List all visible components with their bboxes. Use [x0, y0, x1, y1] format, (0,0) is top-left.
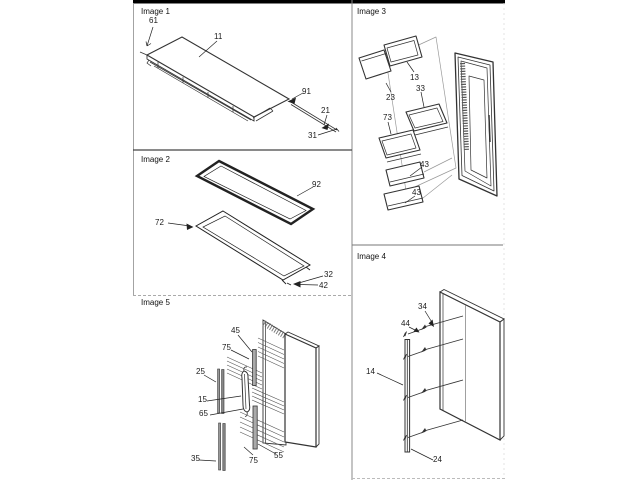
part-label-44: 44	[401, 319, 410, 328]
part-label-15: 15	[198, 395, 207, 404]
part-label-92: 92	[312, 180, 321, 189]
image3-door-bins-drawing	[359, 36, 497, 210]
part-label-75a: 75	[222, 343, 231, 352]
image4-door-handle-drawing	[404, 290, 505, 453]
part-label-72: 72	[155, 218, 164, 227]
part-label-73: 73	[383, 113, 392, 122]
panel-title-image-3: Image 3	[357, 7, 386, 16]
part-label-65: 65	[199, 409, 208, 418]
image1-shelf-drawing	[140, 37, 339, 132]
part-label-33: 33	[416, 84, 425, 93]
image2-gasket-drawing	[196, 161, 313, 285]
panel-title-image-4: Image 4	[357, 252, 386, 261]
part-label-45: 45	[231, 326, 240, 335]
part-label-43b: 43	[412, 188, 421, 197]
part-label-11: 11	[214, 32, 223, 41]
image5-door-trim-drawing	[218, 320, 319, 471]
part-label-34: 34	[418, 302, 427, 311]
part-label-32: 32	[324, 270, 333, 279]
part-label-23: 23	[386, 93, 395, 102]
part-label-24: 24	[433, 455, 442, 464]
panel-title-image-2: Image 2	[141, 155, 170, 164]
part-label-14: 14	[366, 367, 375, 376]
part-label-91: 91	[302, 87, 311, 96]
part-label-55: 55	[274, 451, 283, 460]
part-label-35: 35	[191, 454, 200, 463]
part-label-21: 21	[321, 106, 330, 115]
part-label-31: 31	[308, 131, 317, 140]
part-label-61: 61	[149, 16, 158, 25]
part-label-25: 25	[196, 367, 205, 376]
panel-title-image-5: Image 5	[141, 298, 170, 307]
part-label-43a: 43	[420, 160, 429, 169]
part-label-75b: 75	[249, 456, 258, 465]
panel-title-image-1: Image 1	[141, 7, 170, 16]
part-label-13: 13	[410, 73, 419, 82]
part-label-42: 42	[319, 281, 328, 290]
